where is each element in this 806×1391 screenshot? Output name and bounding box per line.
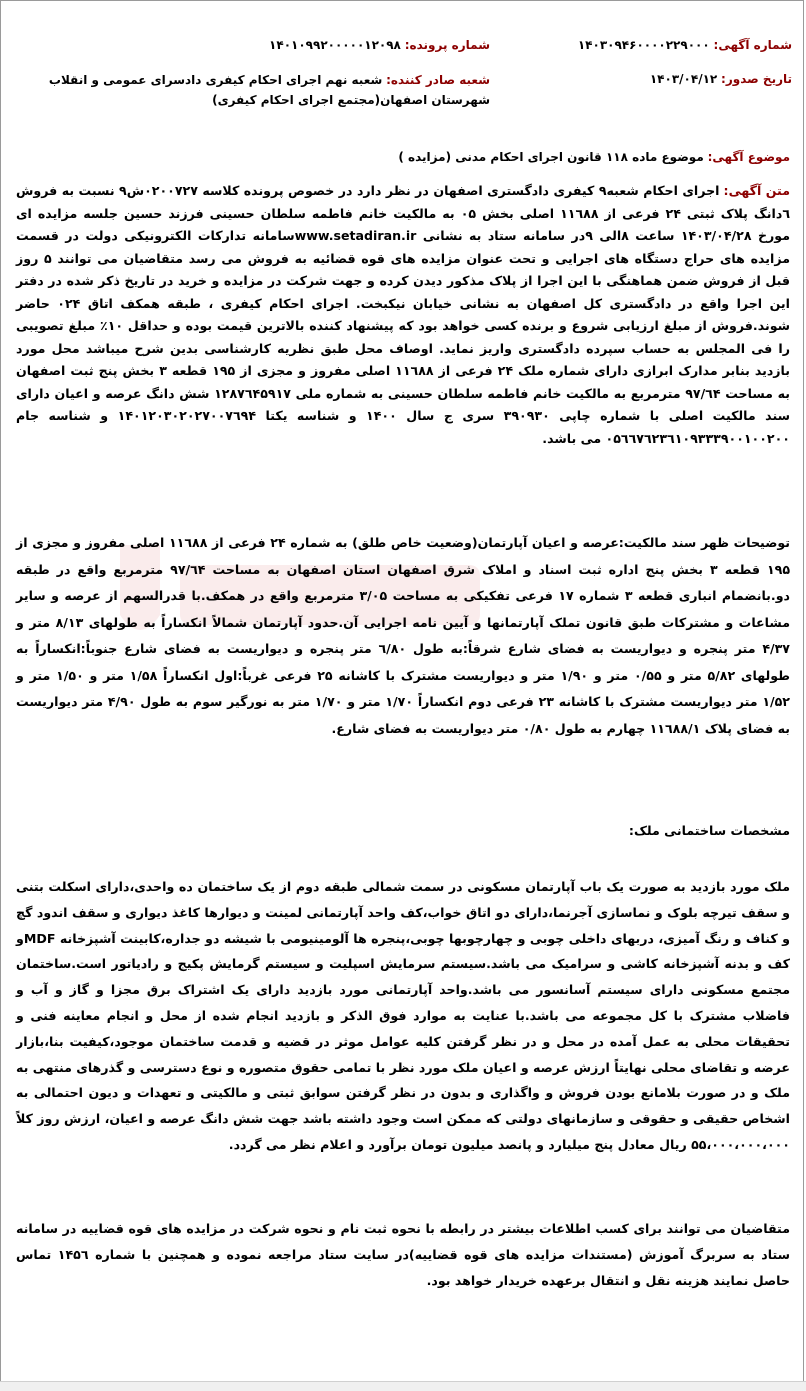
- issue-date-row: [492, 70, 792, 88]
- body-label: متن آگهی:: [723, 183, 791, 198]
- case-number-row: [14, 36, 490, 54]
- ad-number-label: شماره آگهی:: [713, 38, 792, 52]
- contact-note: متقاضیان می توانند برای کسب اطلاعات بیشتر در رابطه با نحوه ثبت نام و نحوه شرکت در مزایده های قوه قضاییه در سامانه ستاد به سربرگ آموزش (مستندات مزایده های قوه قضاییه)در سایت ستاد مراجعه نموده و همچنین با شماره ۱۴۵٦ تماس حاصل نمایند هزینه نقل و انتقال برعهده خریدار خواهد بود.: [16, 1221, 790, 1288]
- issue-date: ۱۴۰۳/۰۴/۱۲: [649, 72, 718, 86]
- header-left-column: [14, 36, 490, 126]
- ad-subject: [16, 148, 790, 166]
- building-specs-title: مشخصات ساختمانی ملک:: [628, 823, 790, 838]
- case-number: ۱۴۰۱۰۹۹۲۰۰۰۰۰۱۲۰۹۸: [269, 38, 401, 52]
- subject-label: موضوع آگهی:: [707, 150, 790, 164]
- body-text: اجرای احکام شعبه۹ کیفری دادگستری اصفهان در نظر دارد در خصوص پرونده کلاسه ۰۲۰۰۷۲۷ش۹ نسبت به فروش ٦دانگ پلاک ثبتی ۲۴ فرعی از ۱۱٦۸۸ اصلی بخش ۰۵ به مالکیت خانم فاطمه سلطان حسینی فرزند حسین جلسه مزایده ای مورخ ۱۴۰۳/۰۴/۲۸ ساعت ۸الی ۹در سامانه ستاد به نشانی www.setadiran.irسامانه تدارکات الکترونیکی دولت در قسمت مزایده های حراج دستگاه های اجرایی و تحت عنوان مزایده های قوه قضائیه به فروش می رسد متقاضیان می توانند ۵ روز قبل از فروش ضمن هماهنگی با این اجرا از پلاک مذکور دیدن کرده و جهت شرکت در مزایده و خرید در تاریخ ذکر شده در دفتر این اجرا واقع در دادگستری کل اصفهان به نشانی خیابان نیکبخت. اجرای احکام کیفری ، طبقه همکف اتاق ۰۲۴ حاضر شوند.فروش از مبلغ ارزیابی شروع و برنده کسی خواهد بود که پیشنهاد کننده بالاترین قیمت بوده و حداقل ۱۰٪ مبلغ تصویبی را فی المجلس به حساب سپرده دادگستری واریز نماید. اوصاف محل طبق نظریه کارشناسی بدین شرح میباشد محل مورد بازدید بنابر مدارک ابرازی دارای شماره ملک ۲۴ فرعی از ۱۱٦۸۸ اصلی مفروز و مجزی از ۱۹۵ قطعه ۳ بخش پنج ثبت اصفهان به مساحت ۹۷/٦۴ مترمربع به مالکیت خانم فاطمه سلطان حسینی به شماره ملی ۱۲۸۷٦۴۵۹۱۷ شش دانگ عرصه و اعیان دارای سند مالکیت اصلی با شماره چاپی ۳۹۰۹۳۰ سری ج سال ۱۴۰۰ و شناسه یکتا ۱۴۰۱۲۰۳۰۲۰۲۷۰۰۷٦۹۴ و شناسه جام ۰۵٦٦۷٦۲۳٦۱۰۹۳۳۳۹۰۰۱۰۰۲۰۰ می باشد.: [16, 183, 791, 446]
- deed-description: توضیحات ظهر سند مالکیت:عرصه و اعیان آپارتمان(وضعیت خاص طلق) به شماره ۲۴ فرعی از ۱۱٦۸۸ اصلی مفروز و مجزی از ۱۹۵ قطعه ۳ بخش پنج اداره ثبت اسناد و املاک شرق اصفهان استان اصفهان به مساحت ۹۷/٦۴ مترمربع واقع در طبقه دو.بانضمام انباری قطعه ۳ شماره ۱۷ فرعی تفکیکی به مساحت ۳/۰۵ مترمربع واقع در همکف.با قدرالسهم از عرصه و سایر مشاعات و مشترکات طبق قانون تملک آپارتمانها و آیین نامه اجرایی آن.حدود آپارتمان شمالاً انکساراً به طولهای ۸/۱۳ متر و ۴/۳۷ متر پنجره و دیواریست به فضای شارع شرقاً:به طول ٦/۸۰ متر پنجره و دیواریست به فضای شارع جنوباً:انکساراً به طولهای ۵/۸۲ متر و ۰/۵۵ متر و ۱/۹۰ متر و دیواریست مشترک با کاشانه ۲۵ فرعی غرباً:اول انکساراً ۱/۵۸ متر و ۱/۵۰ متر و ۱/۵۲ متر دیواریست مشترک با کاشانه ۲۳ فرعی دوم انکساراً ۱/۷۰ متر و ۱/۷۰ متر به نورگیر سوم به طول ۴/۹۰ متر دیواریست به فضای پلاک ۱۱٦۸۸/۱ چهارم به طول ۰/۸۰ متر دیواریست به فضای شارع.: [16, 535, 791, 736]
- horizontal-scrollbar[interactable]: [0, 1381, 806, 1391]
- ad-number-row: [492, 36, 792, 54]
- ad-body: [16, 180, 790, 450]
- ad-number: ۱۴۰۳۰۹۴۶۰۰۰۰۲۲۹۰۰۰: [577, 38, 710, 52]
- case-number-label: شماره پرونده:: [404, 38, 490, 52]
- subject-value: موضوع ماده ۱۱۸ قانون اجرای احکام مدنی (مزایده ): [398, 150, 704, 164]
- issuer: شعبه نهم اجرای احکام کیفری دادسرای عمومی و انقلاب شهرستان اصفهان(مجتمع اجرای احکام کیفری): [48, 73, 490, 107]
- issuer-row: [14, 70, 490, 110]
- building-specs-text: ملک مورد بازدید به صورت یک باب آپارتمان مسکونی در سمت شمالی طبقه دوم از یک ساختمان ده واحدی،دارای اسکلت بتنی و سقف تیرچه بلوک و نماسازی آجرنما،دارای دو اتاق خواب،کف واحد آپارتمانی لمینت و دیوارها کاغذ دیواری و سقف اندود گچ و کناف و رنگ آمیزی، دربهای داخلی چوبی و چهارچوبها چوبی،پنجره ها آلومینیومی با شیشه دو جداره،کابینت آشپزخانه MDFو کف و بدنه آشپزخانه کاشی و سرامیک می باشد.سیستم سرمایش اسپلیت و سیستم گرمایش پکیج و رادیاتور است.ساختمان مجتمع مسکونی دارای سیستم آسانسور می باشد.واحد آپارتمانی مورد بازدید دارای یک اشتراک برق مجزا و گاز و آب و فاضلاب مشترک با کل مجموعه می باشد.با عنایت به موارد فوق الذکر و بازدید انجام شده از محل و انجام معاینه فنی و تحقیقات محلی به عمل آمده در محل و در نظر گرفتن کلیه عوامل موثر در قضیه و قدمت ساختمان موجود،کیفیت بنا،بازار عرضه و تقاضای محلی نهایتاً ارزش عرصه و اعیان ملک مورد نظر با تمامی حقوق متصوره و نوع دسترسی و گذرهای منتهی به ملک و در صورت بلامانع بودن فروش و واگذاری و بدون در نظر گرفتن سوابق ثبتی و مالکیتی و تعهدات و دیون احتمالی به اشخاص حقیقی و حقوقی و سازمانهای دولتی که ممکن است وجود داشته باشد جهت شش دانگ عرصه و اعیان، ارزش روز کلاً ۵۵،۰۰۰،۰۰۰،۰۰۰ ریال معادل پنج میلیارد و پانصد میلیون تومان برآورد و اعلام نظر می گردد.: [16, 879, 790, 1152]
- issue-date-label: تاریخ صدور:: [721, 72, 792, 86]
- ad-header: [14, 36, 792, 128]
- header-right-column: [492, 36, 792, 104]
- issuer-label: شعبه صادر کننده:: [386, 73, 490, 87]
